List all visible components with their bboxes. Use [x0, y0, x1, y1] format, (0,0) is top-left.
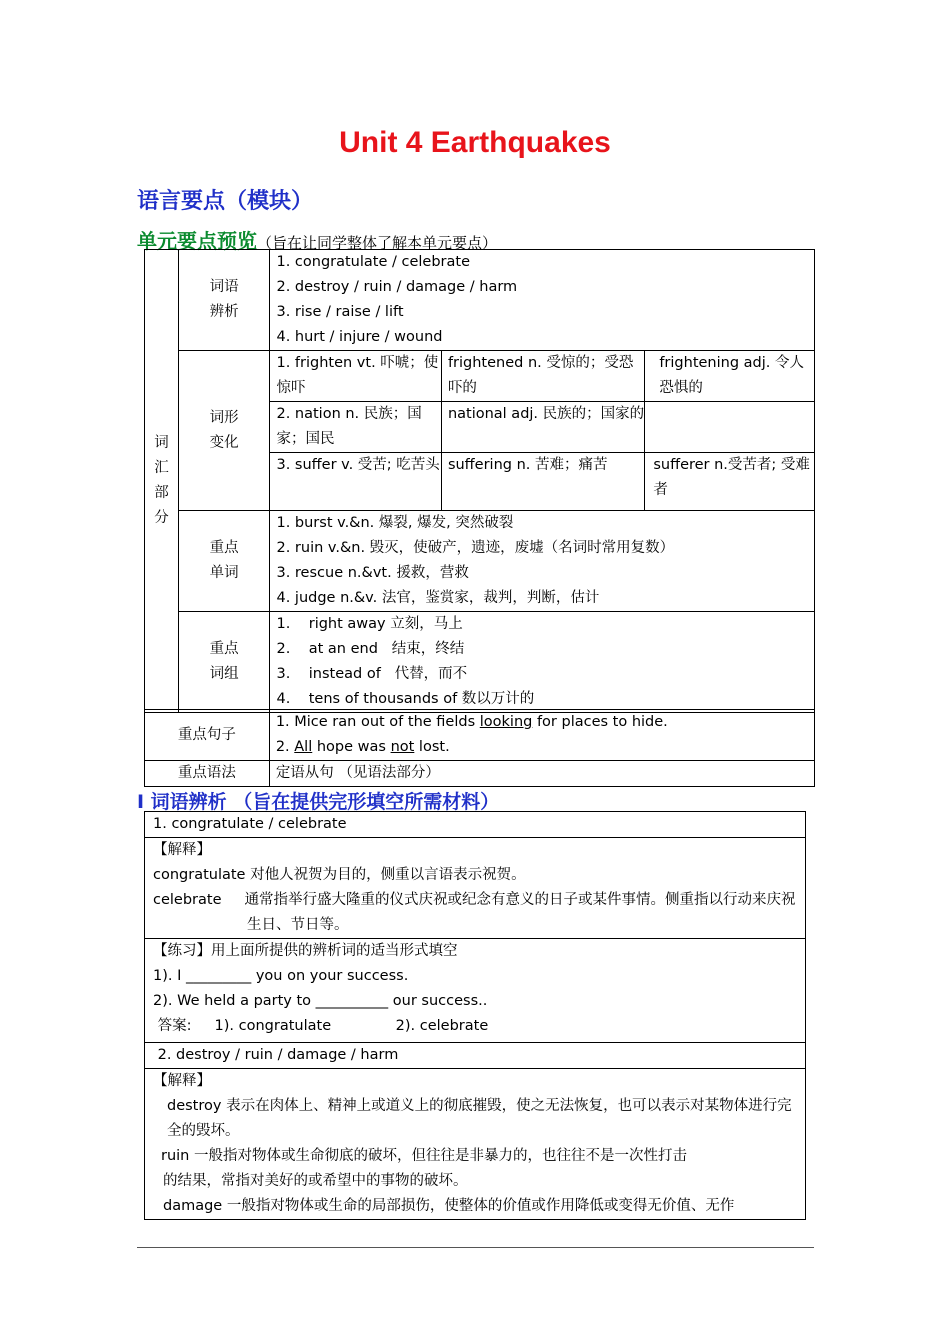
answer: 答案: 1). congratulate 2). celebrate: [153, 1018, 489, 1034]
list-item: 3. rescue n.&vt. 援救，营救: [276, 565, 469, 581]
list-item: 1. congratulate / celebrate: [276, 254, 470, 270]
key-grammar-value: 定语从句 （见语法部分）: [269, 761, 814, 787]
box1-header: 1. congratulate / celebrate: [145, 812, 806, 838]
word-form-cell: 1. frighten vt. 吓唬；使惊吓: [270, 351, 441, 402]
destroy-explain: destroy 表示在肉体上、精神上或道义上的彻底摧毁，使之无法恢复，也可以表示对某物体进行完全的毁坏。: [167, 1098, 792, 1139]
question-1: 1). I _________ you on your success.: [153, 968, 409, 984]
word-forms-label: 词形 变化: [178, 351, 270, 511]
explain-label: 【解释】: [153, 1073, 211, 1089]
damage-explain: damage 一般指对物体或生命的局部损伤，使整体的价值或作用降低或变得无价值、无作: [163, 1198, 735, 1214]
word-form-cell: frightened n. 受惊的；受恐吓的: [441, 351, 644, 402]
section-two-heading: I 词语辨析 （旨在提供完形填空所需材料）: [137, 791, 500, 813]
list-item: 1. burst v.&n. 爆裂, 爆发, 突然破裂: [276, 515, 514, 531]
sentence-grammar-table: [144, 709, 815, 787]
word-analysis-label: 词语 辨析: [178, 250, 270, 351]
ruin-explain-2: 的结果，常指对美好的或希望中的事物的破坏。: [163, 1173, 468, 1189]
sentence-2: 2. All hope was not lost.: [275, 739, 450, 755]
list-item: 4. tens of thousands of 数以万计的: [276, 691, 535, 707]
box1-explain: [145, 838, 806, 939]
word-form-cell: 2. nation n. 民族；国家；国民: [270, 402, 441, 453]
page-title: Unit 4 Earthquakes: [339, 126, 611, 159]
list-item: 2. at an end 结束，终结: [276, 641, 465, 657]
footer-rule: [137, 1247, 814, 1248]
ruin-explain-1: ruin 一般指对物体或生命彻底的破坏，但往往是非暴力的，也往往不是一次性打击: [161, 1148, 687, 1164]
unit-preview-note: （旨在让同学整体了解本单元要点）: [257, 234, 498, 252]
question-2: 2). We held a party to __________ our success..: [153, 993, 488, 1009]
section-heading: 语言要点（模块）: [137, 189, 314, 214]
word-form-cell: national adj. 民族的；国家的: [441, 402, 644, 453]
word-analysis-detail-table: [144, 811, 806, 1220]
word-form-cell: [645, 402, 815, 453]
celebrate-explain: celebrate 通常指举行盛大隆重的仪式庆祝或纪念有意义的日子或某件事情。侧重指以行动来庆祝生日、节日等。: [153, 892, 796, 933]
word-form-cell: sufferer n.受苦者; 受难者: [645, 453, 815, 511]
key-sentences: [269, 710, 814, 761]
word-analysis-list: [270, 250, 815, 351]
list-item: 3. rise / raise / lift: [276, 304, 404, 320]
key-grammar-label: 重点语法: [145, 761, 270, 787]
unit-summary-table: [144, 249, 815, 713]
word-form-cell: 3. suffer v. 受苦; 吃苦头: [270, 453, 441, 511]
key-phrases-list: [270, 612, 815, 713]
list-item: 1. right away 立刻，马上: [276, 616, 463, 632]
unit-preview-label: 单元要点预览: [137, 229, 257, 253]
key-phrases-label: 重点 词组: [178, 612, 270, 713]
list-item: 4. hurt / injure / wound: [276, 329, 443, 345]
list-item: 2. destroy / ruin / damage / harm: [276, 279, 518, 295]
list-item: 2. ruin v.&n. 毁灭，使破产，遗迹，废墟（名词时常用复数）: [276, 540, 675, 556]
word-form-cell: suffering n. 苦难；痛苦: [441, 453, 644, 511]
key-sentences-label: 重点句子: [145, 710, 270, 761]
congratulate-explain: congratulate 对他人祝贺为目的，侧重以言语表示祝贺。: [153, 867, 526, 883]
box1-practice: [145, 939, 806, 1043]
box2-explain: [145, 1069, 806, 1220]
list-item: 4. judge n.&v. 法官，鉴赏家，裁判，判断，估计: [276, 590, 600, 606]
key-words-list: [270, 511, 815, 612]
vocab-section-label: 词 汇 部 分: [145, 250, 179, 713]
key-words-label: 重点 单词: [178, 511, 270, 612]
sentence-1: 1. Mice ran out of the fields looking for places to hide.: [275, 714, 668, 730]
explain-label: 【解释】: [153, 842, 211, 858]
word-form-cell: frightening adj. 令人恐惧的: [645, 351, 815, 402]
box2-header: 2. destroy / ruin / damage / harm: [145, 1043, 806, 1069]
practice-label: 【练习】用上面所提供的辨析词的适当形式填空: [153, 943, 458, 959]
list-item: 3. instead of 代替，而不: [276, 666, 468, 682]
